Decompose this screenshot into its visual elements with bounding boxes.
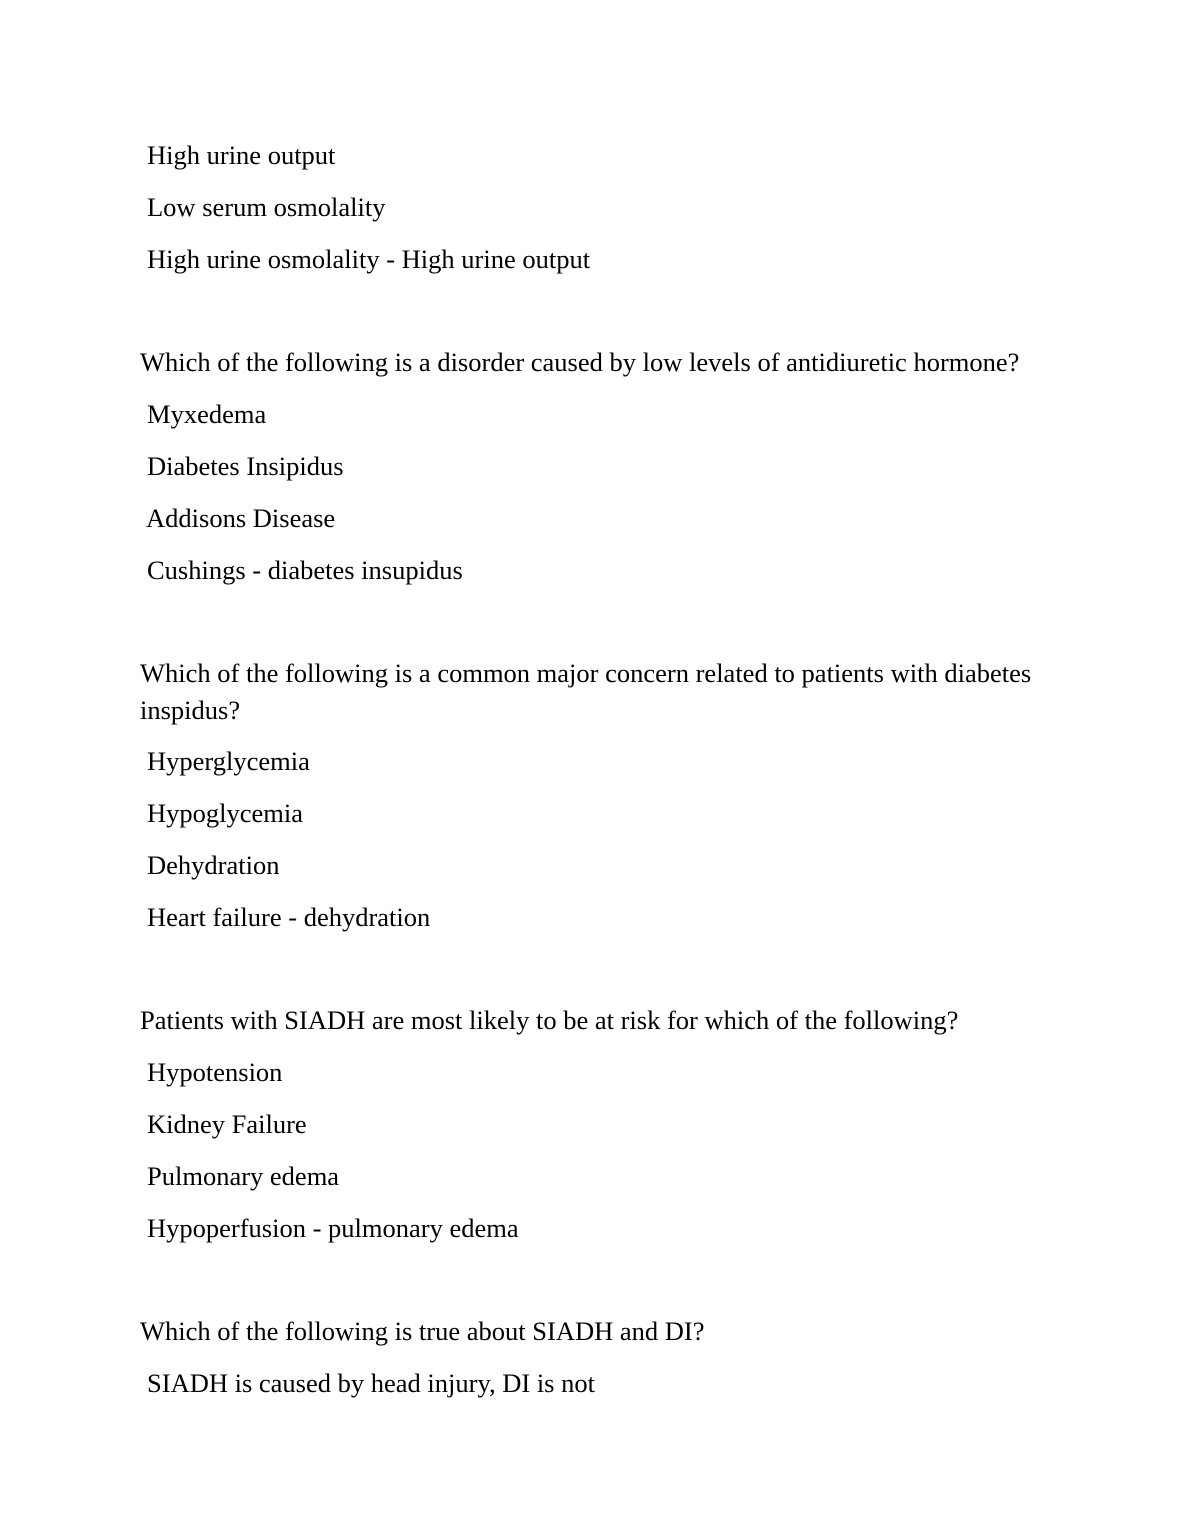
q2-option-dehydration: Dehydration bbox=[147, 850, 280, 880]
question-2: Which of the following is a common major concern related to patients with diabetes inspidus? bbox=[140, 658, 1032, 725]
q1-option-addisons-disease: Addisons Disease bbox=[146, 503, 336, 533]
q1-option-diabetes-insipidus: Diabetes Insipidus bbox=[147, 451, 344, 481]
q3-option-hypotension: Hypotension bbox=[147, 1057, 283, 1087]
q3-option-hypoperfusion-answer: Hypoperfusion - pulmonary edema bbox=[147, 1213, 519, 1243]
q2-option-hyperglycemia: Hyperglycemia bbox=[147, 746, 310, 776]
question-3: Patients with SIADH are most likely to be at risk for which of the following? bbox=[140, 1005, 959, 1035]
question-4: Which of the following is true about SIADH and DI? bbox=[140, 1316, 705, 1346]
q3-option-pulmonary-edema: Pulmonary edema bbox=[147, 1161, 340, 1191]
q4-option-siadh-head-injury: SIADH is caused by head injury, DI is not bbox=[147, 1368, 595, 1398]
q3-option-kidney-failure: Kidney Failure bbox=[147, 1109, 307, 1139]
q2-option-heart-failure-answer: Heart failure - dehydration bbox=[147, 902, 431, 932]
option-answer-high-urine-osmolality: High urine osmolality - High urine output bbox=[147, 244, 591, 274]
q2-option-hypoglycemia: Hypoglycemia bbox=[147, 798, 304, 828]
q1-option-cushings-answer: Cushings - diabetes insupidus bbox=[147, 555, 463, 585]
q1-option-myxedema: Myxedema bbox=[147, 399, 267, 429]
option-low-serum-osmolality: Low serum osmolality bbox=[147, 192, 386, 222]
question-1: Which of the following is a disorder caused by low levels of antidiuretic hormone? bbox=[140, 347, 1020, 377]
option-high-urine-output: High urine output bbox=[147, 140, 336, 170]
